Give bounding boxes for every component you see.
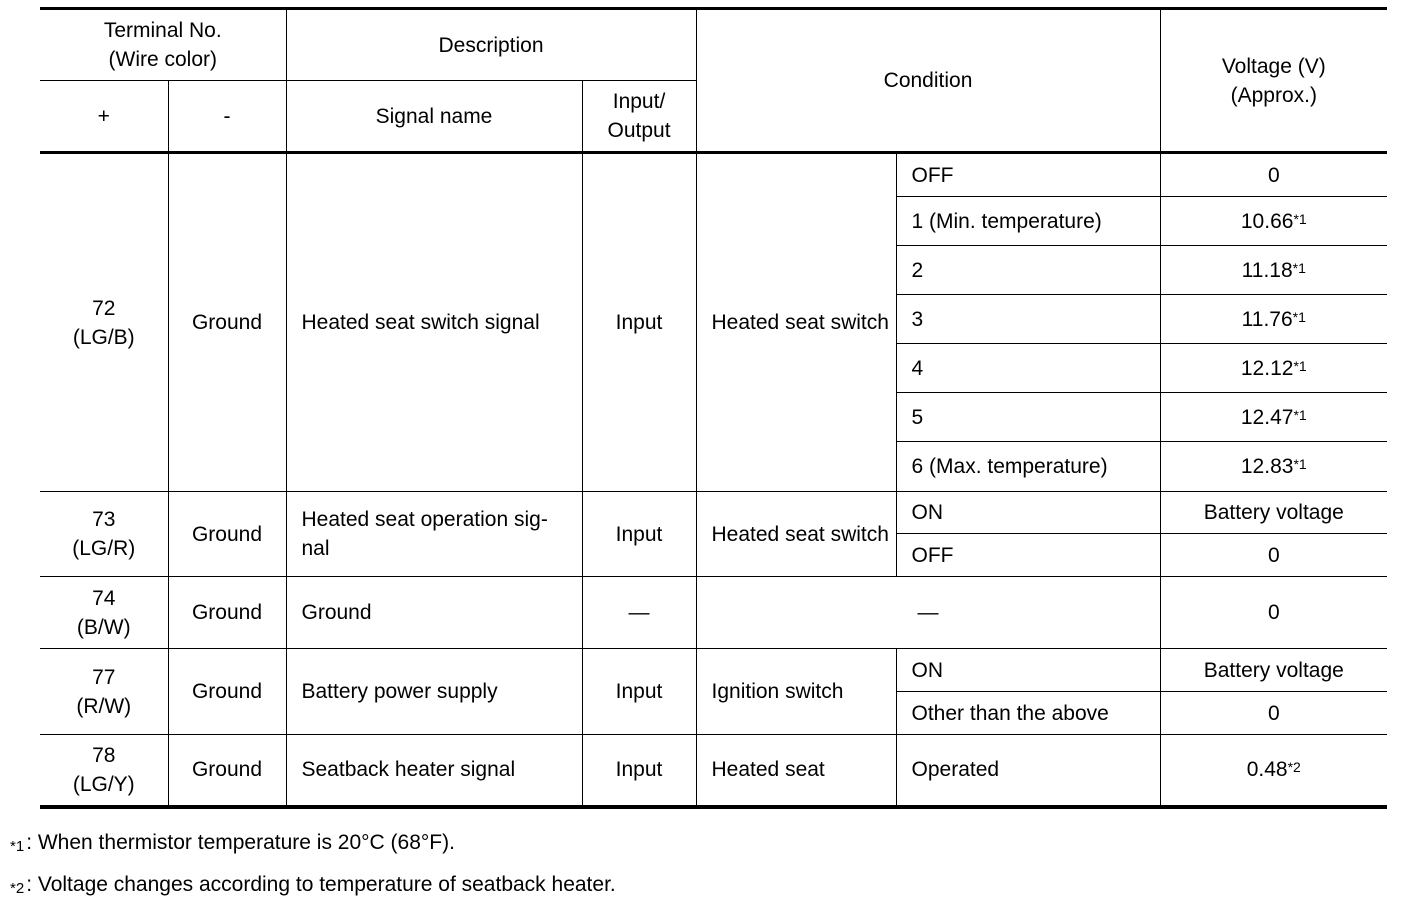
ground-72: Ground — [168, 153, 286, 492]
terminal-78: 78 (LG/Y) — [40, 735, 168, 807]
signal-74: Ground — [286, 577, 582, 649]
io-78: Input — [582, 735, 696, 807]
value-73-off: 0 — [1160, 534, 1387, 577]
header-description: Description — [286, 9, 696, 81]
value-72-6: 12.83$^{*1}$ — [1160, 442, 1387, 492]
header-signal-name: Signal name — [286, 81, 582, 153]
header-input-output: Input/ Output — [582, 81, 696, 153]
state-72-5: 5 — [896, 393, 1160, 442]
footnote-1: $^{*1}$ : When thermistor temperature is 20°C (68°F). — [10, 831, 455, 855]
value-72-2: 11.18$^{*1}$ — [1160, 246, 1387, 295]
header-condition: Condition — [696, 9, 1160, 153]
terminal-77: 77 (R/W) — [40, 649, 168, 735]
state-77-other: Other than the above — [896, 692, 1160, 735]
value-74: 0 — [1160, 577, 1387, 649]
header-terminal: Terminal No. (Wire color) — [40, 9, 286, 81]
footnote-2: $^{*2}$ : Voltage changes according to temperature of seatback heater. — [10, 873, 616, 897]
state-72-1: 1 (Min. temperature) — [896, 197, 1160, 246]
signal-73: Heated seat operation sig- nal — [286, 492, 582, 577]
state-72-6: 6 (Max. temperature) — [896, 442, 1160, 492]
io-72: Input — [582, 153, 696, 492]
ground-78: Ground — [168, 735, 286, 807]
terminal-73: 73 (LG/R) — [40, 492, 168, 577]
signal-78: Seatback heater signal — [286, 735, 582, 807]
state-77-on: ON — [896, 649, 1160, 692]
condition-72: Heated seat switch — [696, 153, 896, 492]
condition-78: Heated seat — [696, 735, 896, 807]
state-72-3: 3 — [896, 295, 1160, 344]
state-78: Operated — [896, 735, 1160, 807]
ground-73: Ground — [168, 492, 286, 577]
header-voltage: Voltage (V) (Approx.) — [1160, 9, 1387, 153]
value-72-3: 11.76$^{*1}$ — [1160, 295, 1387, 344]
terminal-74: 74 (B/W) — [40, 577, 168, 649]
condition-73: Heated seat switch — [696, 492, 896, 577]
io-73: Input — [582, 492, 696, 577]
ground-74: Ground — [168, 577, 286, 649]
signal-72: Heated seat switch signal — [286, 153, 582, 492]
condition-77: Ignition switch — [696, 649, 896, 735]
terminal-72: 72 (LG/B) — [40, 153, 168, 492]
value-72-off: 0 — [1160, 153, 1387, 197]
value-73-on: Battery voltage — [1160, 492, 1387, 534]
value-72-1: 10.66$^{*1}$ — [1160, 197, 1387, 246]
header-minus: - — [168, 81, 286, 153]
state-73-on: ON — [896, 492, 1160, 534]
signal-77: Battery power supply — [286, 649, 582, 735]
state-72-4: 4 — [896, 344, 1160, 393]
state-72-off: OFF — [896, 153, 1160, 197]
value-72-4: 12.12$^{*1}$ — [1160, 344, 1387, 393]
terminal-spec-table — [40, 7, 1387, 809]
ground-77: Ground — [168, 649, 286, 735]
header-plus: + — [40, 81, 168, 153]
value-77-other: 0 — [1160, 692, 1387, 735]
state-73-off: OFF — [896, 534, 1160, 577]
value-77-on: Battery voltage — [1160, 649, 1387, 692]
io-74: — — [582, 577, 696, 649]
state-72-2: 2 — [896, 246, 1160, 295]
condition-74: — — [696, 577, 1160, 649]
value-78: 0.48$^{*2}$ — [1160, 735, 1387, 807]
footnotes — [10, 815, 616, 899]
io-77: Input — [582, 649, 696, 735]
value-72-5: 12.47$^{*1}$ — [1160, 393, 1387, 442]
